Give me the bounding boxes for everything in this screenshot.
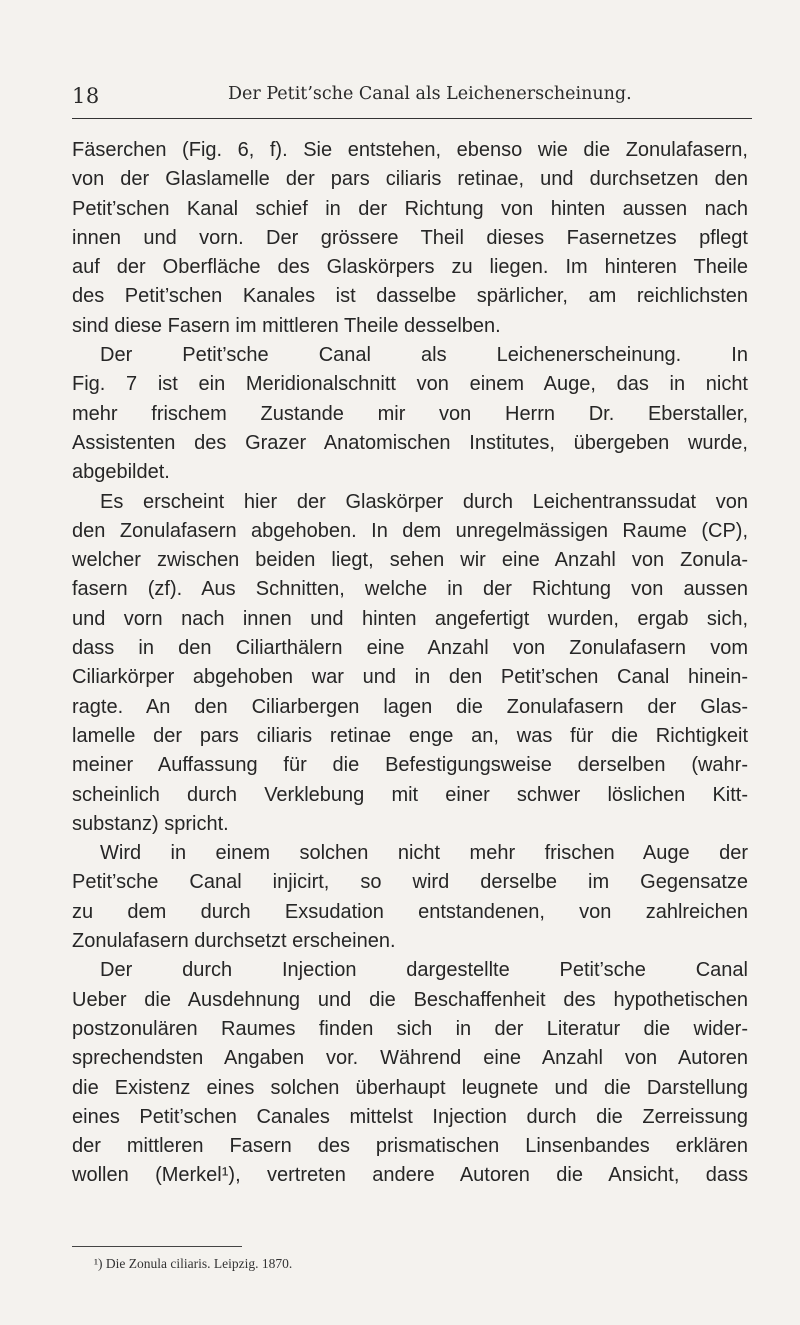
text-line: ragte. An den Ciliarbergen lagen die Zonulafasern der Glas- [72, 695, 748, 718]
running-title: Der Petit’sche Canal als Leichenerscheinung. [228, 84, 632, 104]
text-line: sprechendsten Angaben vor. Während eine Anzahl von Autoren [72, 1047, 748, 1070]
text-line: der mittleren Fasern des prismatischen Linsenbandes erklären [72, 1135, 748, 1158]
page-header [72, 84, 752, 114]
text-line: Petit’schen Kanal schief in der Richtung von hinten aussen nach [72, 197, 748, 220]
text-line: und vorn nach innen und hinten angefertigt wurden, ergab sich, [72, 607, 748, 630]
text-line: welcher zwischen beiden liegt, sehen wir eine Anzahl von Zonula- [72, 549, 748, 572]
footnote-marker: ¹) [94, 1256, 103, 1271]
text-line: scheinlich durch Verklebung mit einer schwer löslichen Kitt- [72, 783, 748, 806]
text-line: abgebildet. [72, 461, 170, 484]
header-rule [72, 118, 752, 119]
text-line: postzonulären Raumes finden sich in der Literatur die wider- [72, 1017, 748, 1040]
text-line: lamelle der pars ciliaris retinae enge an, was für die Richtigkeit [72, 724, 748, 747]
page-number: 18 [72, 84, 100, 108]
text-line: eines Petit’schen Canales mittelst Injection durch die Zerreissung [72, 1105, 748, 1128]
text-line: Zonulafasern durchsetzt erscheinen. [72, 930, 396, 953]
text-line: innen und vorn. Der grössere Theil dieses Fasernetzes pflegt [72, 226, 748, 249]
text-line: die Existenz eines solchen überhaupt leugnete und die Darstellung [72, 1076, 748, 1099]
text-line: Fäserchen (Fig. 6, f). Sie entstehen, ebenso wie die Zonulafasern, [72, 139, 748, 161]
text-line: fasern (zf). Aus Schnitten, welche in der Richtung von aussen [72, 578, 748, 601]
text-line: des Petit’schen Kanales ist dasselbe spärlicher, am reichlichsten [72, 285, 748, 308]
section-heading-line: Der durch Injection dargestellte Petit’sche Canal [100, 959, 748, 982]
text-line: Petit’sche Canal injicirt, so wird derselbe im Gegensatze [72, 871, 748, 894]
text-line: von der Glaslamelle der pars ciliaris retinae, und durchsetzen den [72, 168, 748, 191]
text-line: meiner Auffassung für die Befestigungsweise derselben (wahr- [72, 754, 748, 777]
body-text [72, 136, 748, 1191]
footnote-rule [72, 1246, 242, 1247]
text-line: Ciliarkörper abgehoben war und in den Petit’schen Canal hinein- [72, 666, 748, 689]
text-line: dass in den Ciliarthälern eine Anzahl von Zonulafasern vom [72, 637, 748, 660]
text-line: wollen (Merkel¹), vertreten andere Autoren die Ansicht, dass [72, 1164, 748, 1187]
text-line: sind diese Fasern im mittleren Theile desselben. [72, 314, 501, 337]
text-line: Ueber die Ausdehnung und die Beschaffenheit des hypothetischen [72, 988, 748, 1011]
text-line: Assistenten des Grazer Anatomischen Institutes, übergeben wurde, [72, 431, 748, 454]
text-line: den Zonulafasern abgehoben. In dem unregelmässigen Raume (CP), [72, 519, 748, 542]
text-line: Es erscheint hier der Glaskörper durch Leichentranssudat von [100, 490, 748, 513]
text-line: Fig. 7 ist ein Meridionalschnitt von einem Auge, das in nicht [72, 373, 748, 396]
text-line: zu dem durch Exsudation entstandenen, von zahlreichen [72, 900, 748, 923]
text-line: substanz) spricht. [72, 812, 229, 835]
text-line: auf der Oberfläche des Glaskörpers zu liegen. Im hinteren Theile [72, 256, 748, 279]
text-line: Wird in einem solchen nicht mehr frischen Auge der [100, 842, 748, 865]
text-line: mehr frischem Zustande mir von Herrn Dr. Eberstaller, [72, 402, 748, 425]
footnote [94, 1256, 292, 1272]
section-heading-line: Der Petit’sche Canal als Leichenerscheinung. In [100, 344, 748, 367]
footnote-text: Die Zonula ciliaris. Leipzig. 1870. [105, 1256, 293, 1271]
